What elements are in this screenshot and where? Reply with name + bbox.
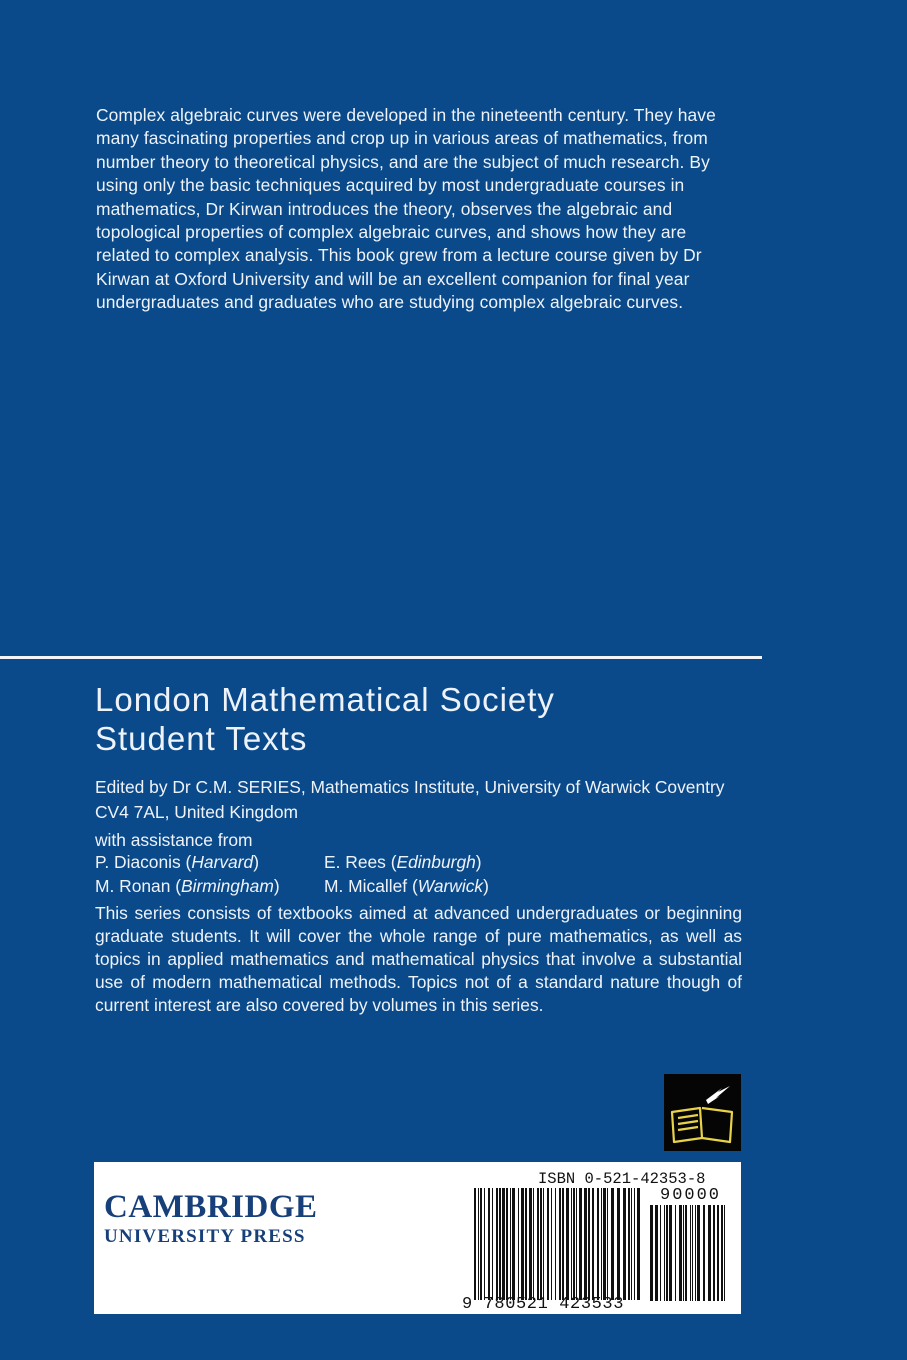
barcode-bar: [631, 1188, 632, 1300]
barcode-bar: [666, 1205, 668, 1301]
series-title-line-2: Student Texts: [95, 720, 308, 757]
barcode-bar: [537, 1188, 539, 1300]
barcode-bar: [697, 1205, 700, 1301]
open-book-lightning-icon: [664, 1074, 741, 1151]
barcode-bar: [529, 1188, 532, 1300]
barcode-bar: [579, 1188, 582, 1300]
editor-affiliation: Birmingham: [181, 876, 274, 896]
barcode-bar: [713, 1205, 715, 1301]
barcode-bar: [521, 1188, 524, 1300]
barcode-bar: [685, 1205, 687, 1301]
barcode-bar: [510, 1188, 511, 1300]
editor-name: E. Rees: [324, 852, 386, 872]
barcode-bar: [675, 1205, 676, 1301]
barcode-bar: [611, 1188, 614, 1300]
publisher-logo: [104, 1188, 318, 1248]
editor-entry: M. Micallef (Warwick): [324, 876, 489, 896]
barcode-bar: [555, 1188, 556, 1300]
barcode-bar: [559, 1188, 561, 1300]
ean-number: 9 780521 423533: [462, 1295, 625, 1314]
barcode-bar: [655, 1205, 658, 1301]
barcode-bar: [669, 1205, 672, 1301]
barcode-bar: [571, 1188, 572, 1300]
barcode-bar: [597, 1188, 599, 1300]
publisher-subtitle: UNIVERSITY PRESS: [104, 1226, 306, 1247]
edited-by: Edited by Dr C.M. SERIES, Mathematics Institute, University of Warwick Coventry CV4 7AL, United Kingdom: [95, 777, 725, 822]
barcode-bar: [679, 1205, 682, 1301]
barcode-bar: [584, 1188, 587, 1300]
barcode-bar: [721, 1205, 723, 1301]
barcode-bar: [601, 1188, 602, 1300]
editor-name: M. Micallef: [324, 876, 408, 896]
series-description: This series consists of textbooks aimed at advanced undergraduates or beginning graduate students. It will cover the whole range of pure mathematics, as well as topics in applied mathematics and mathematical physics that involve a substantial use of modern mathematical methods. Topics not of a standard nature though of current interest are also covered by volumes in this series.: [95, 903, 742, 1015]
barcode-bar: [506, 1188, 508, 1300]
barcode-bar: [492, 1188, 493, 1300]
back-cover-blurb: Complex algebraic curves were developed in the nineteenth century. They have many fascinating properties and crop up in various areas of mathematics, from number theory to theoretical physics, and are the subject of much research. By using only the basic techniques acquired by most undergraduate courses in mathematics, Dr Kirwan introduces the theory, observes the algebraic and topological properties of complex algebraic curves, and shows how they are related to complex analysis. This book grew from a lecture course given by Dr Kirwan at Oxford University and will be an excellent companion for final year undergraduates and graduates who are studying complex algebraic curves.: [96, 105, 716, 313]
barcode-bar: [703, 1205, 705, 1301]
editor-entry: M. Ronan (Birmingham): [95, 876, 280, 896]
barcode-bar: [502, 1188, 505, 1300]
series-logo: [664, 1074, 741, 1151]
barcode-bar: [607, 1188, 608, 1300]
editor-name: M. Ronan: [95, 876, 171, 896]
barcode-bar: [478, 1188, 479, 1300]
barcode-bar: [547, 1188, 549, 1300]
barcode-bar: [499, 1188, 501, 1300]
series-title: [95, 680, 555, 758]
barcode-bar: [708, 1205, 711, 1301]
barcode-bar: [717, 1205, 719, 1301]
barcode-bar: [660, 1205, 661, 1301]
editor-entry: E. Rees (Edinburgh): [324, 852, 482, 872]
barcode-bar: [634, 1188, 635, 1300]
barcode-bar: [551, 1188, 552, 1300]
barcode-bar: [474, 1188, 476, 1300]
series-title-line-1: London Mathematical Society: [95, 681, 555, 718]
barcode-bar: [592, 1188, 594, 1300]
barcode-bar: [603, 1188, 606, 1300]
barcode-bar: [650, 1205, 653, 1301]
barcode-bar: [533, 1188, 534, 1300]
barcode-bar: [525, 1188, 527, 1300]
divider-rule: [0, 656, 762, 659]
barcode-bar: [724, 1205, 725, 1301]
barcode-bar: [692, 1205, 693, 1301]
barcode-bar: [695, 1205, 696, 1301]
addon-barcode: [650, 1205, 728, 1301]
barcode-bar: [566, 1188, 569, 1300]
barcode-bar: [637, 1188, 640, 1300]
barcode-bar: [488, 1188, 490, 1300]
barcode-bar: [480, 1188, 482, 1300]
editor-affiliation: Edinburgh: [396, 852, 476, 872]
barcode-bar: [588, 1188, 590, 1300]
barcode-bar: [543, 1188, 544, 1300]
barcode-bar: [512, 1188, 515, 1300]
barcode-bar: [540, 1188, 542, 1300]
editor-name: P. Diaconis: [95, 852, 181, 872]
ean-barcode: [474, 1188, 644, 1300]
barcode-bar: [623, 1188, 626, 1300]
barcode-bar: [628, 1188, 630, 1300]
barcode-bar: [484, 1188, 485, 1300]
isbn-label: ISBN 0-521-42353-8: [538, 1170, 706, 1188]
assistance-label: with assistance from: [95, 830, 253, 850]
editor-affiliation: Warwick: [417, 876, 484, 896]
barcode-bar: [562, 1188, 564, 1300]
barcode-bar: [576, 1188, 577, 1300]
barcode-bar: [690, 1205, 691, 1301]
barcode-bar: [496, 1188, 498, 1300]
barcode-bar: [664, 1205, 665, 1301]
barcode-bar: [518, 1188, 519, 1300]
publisher-name: CAMBRIDGE: [104, 1189, 318, 1225]
editor-entry: P. Diaconis (Harvard): [95, 852, 259, 872]
barcode-bar: [683, 1205, 684, 1301]
barcode-bar: [617, 1188, 620, 1300]
isbn-addon-number: 90000: [660, 1186, 722, 1205]
editor-affiliation: Harvard: [191, 852, 254, 872]
barcode-bar: [573, 1188, 575, 1300]
